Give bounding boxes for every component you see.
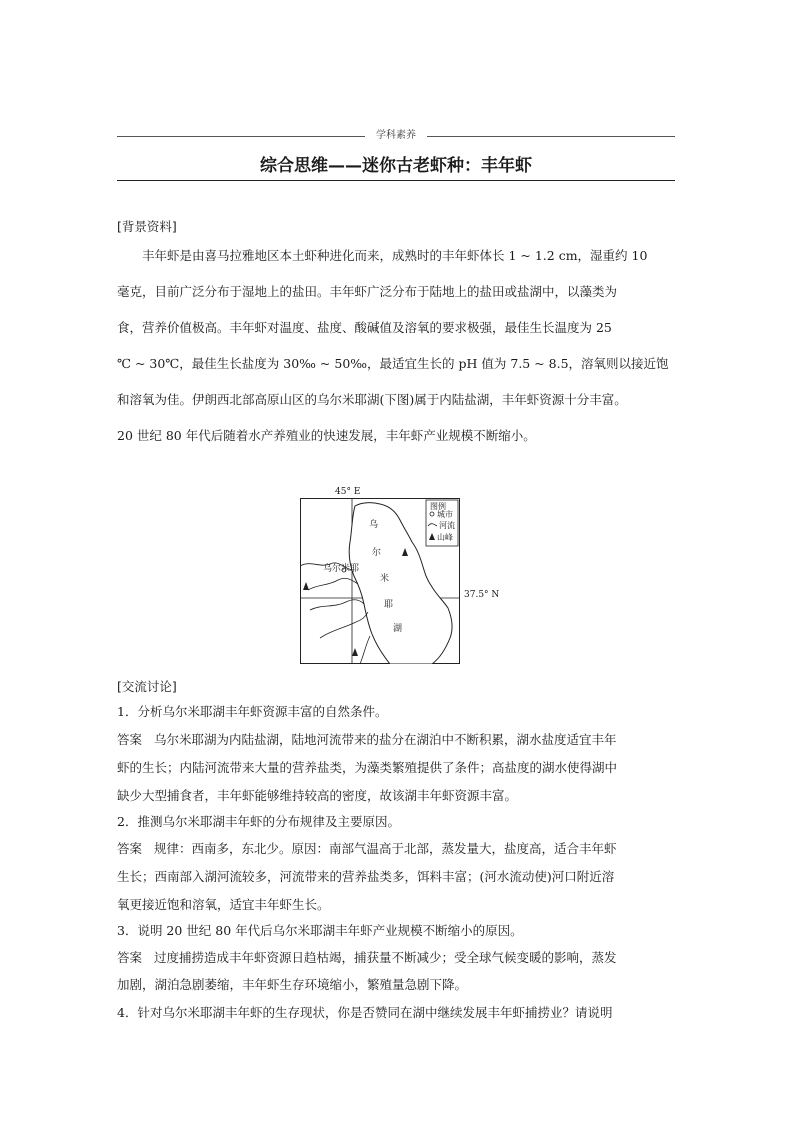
section-tag: 学科素养 [376,130,416,141]
background-line: 毫克，目前广泛分布于湿地上的盐田。丰年虾广泛分布于陆地上的盐田或盐湖中，以藻类为 [117,284,618,299]
answer-tag: 答案 [117,950,143,965]
answer-tag: 答案 [117,732,143,747]
lake-label-char: 尔 [372,548,382,558]
legend-city-label: 城市 [437,510,453,519]
left-rule [117,136,365,137]
answer-item: 答案 过度捕捞造成丰年虾资源日趋枯竭，捕获量不断减少；受全球气候变暖的影响，蒸发 [117,945,679,970]
section-tag-row [117,128,675,144]
lake-label-char: 米 [380,574,390,584]
answer-tag: 答案 [117,841,143,856]
lake-map [300,498,460,664]
answer-continuation: 缺少大型捕食者，丰年虾能够维持较高的密度，故该湖丰年虾资源丰富。 [117,788,518,803]
right-rule [427,136,675,137]
lake-label-char: 乌 [369,520,379,530]
answer-item: 答案 规律：西南多，东北少。原因：南部气温高于北部，蒸发量大，盐度高，适合丰年虾 [117,836,679,861]
parallel-label: 37.5° N [464,590,500,600]
answer-continuation: 加剧，湖泊急剧萎缩，丰年虾生存环境缩小，繁殖量急剧下降。 [117,977,468,992]
legend-river-label: 河流 [439,521,455,530]
title-underline [117,180,675,181]
question-item: 1．分析乌尔米耶湖丰年虾资源丰富的自然条件。 [117,704,388,719]
answer-continuation: 氧更接近饱和溶氧，适宜丰年虾生长。 [117,897,330,912]
page-title: 综合思维——迷你古老虾种：丰年虾 [260,156,532,176]
legend-title: 图例 [430,502,446,511]
background-line: 和溶氧为佳。伊朗西北部高原山区的乌尔米耶湖(下图)属于内陆盐湖，丰年虾资源十分丰富。 [117,392,627,407]
meridian-label: 45° E [335,487,361,497]
answer-item: 答案 乌尔米耶湖为内陆盐湖，陆地河流带来的盐分在湖泊中不断积累，湖水盐度适宜丰年 [117,727,679,752]
background-line: 丰年虾是由喜马拉雅地区本土虾种进化而来，成熟时的丰年虾体长 1 ~ 1.2 cm，湿重约 10 [142,248,648,263]
city-label: 乌尔米耶 [323,564,360,574]
lake-label-char: 湖 [393,624,403,634]
legend-peak-label: 山峰 [437,533,453,542]
discussion-heading: [交流讨论] [117,679,177,694]
question-item: 4．针对乌尔米耶湖丰年虾的生存现状，你是否赞同在湖中继续发展丰年虾捕捞业？请说明 [117,1005,613,1020]
background-line: 20 世纪 80 年代后随着水产养殖业的快速发展，丰年虾产业规模不断缩小。 [117,428,536,443]
answer-continuation: 生长；西南部入湖河流较多，河流带来的营养盐类多，饵料丰富；(河水流动使)河口附近溶 [117,869,615,884]
background-line: ℃ ~ 30℃，最佳生长盐度为 30‰ ~ 50‰，最适宜生长的 pH 值为 7.5 ~ 8.5，溶氧则以接近饱 [117,356,669,371]
question-item: 2．推测乌尔米耶湖丰年虾的分布规律及主要原因。 [117,814,400,829]
lake-label-char: 耶 [384,600,394,610]
answer-continuation: 虾的生长；内陆河流带来大量的营养盐类，为藻类繁殖提供了条件；高盐度的湖水使得湖中 [117,760,618,775]
background-line: 食，营养价值极高。丰年虾对温度、盐度、酸碱值及溶氧的要求极强，最佳生长温度为 25 [117,320,612,335]
background-heading: [背景资料] [117,219,177,234]
question-item: 3．说明 20 世纪 80 年代后乌尔米耶湖丰年虾产业规模不断缩小的原因。 [117,923,523,938]
